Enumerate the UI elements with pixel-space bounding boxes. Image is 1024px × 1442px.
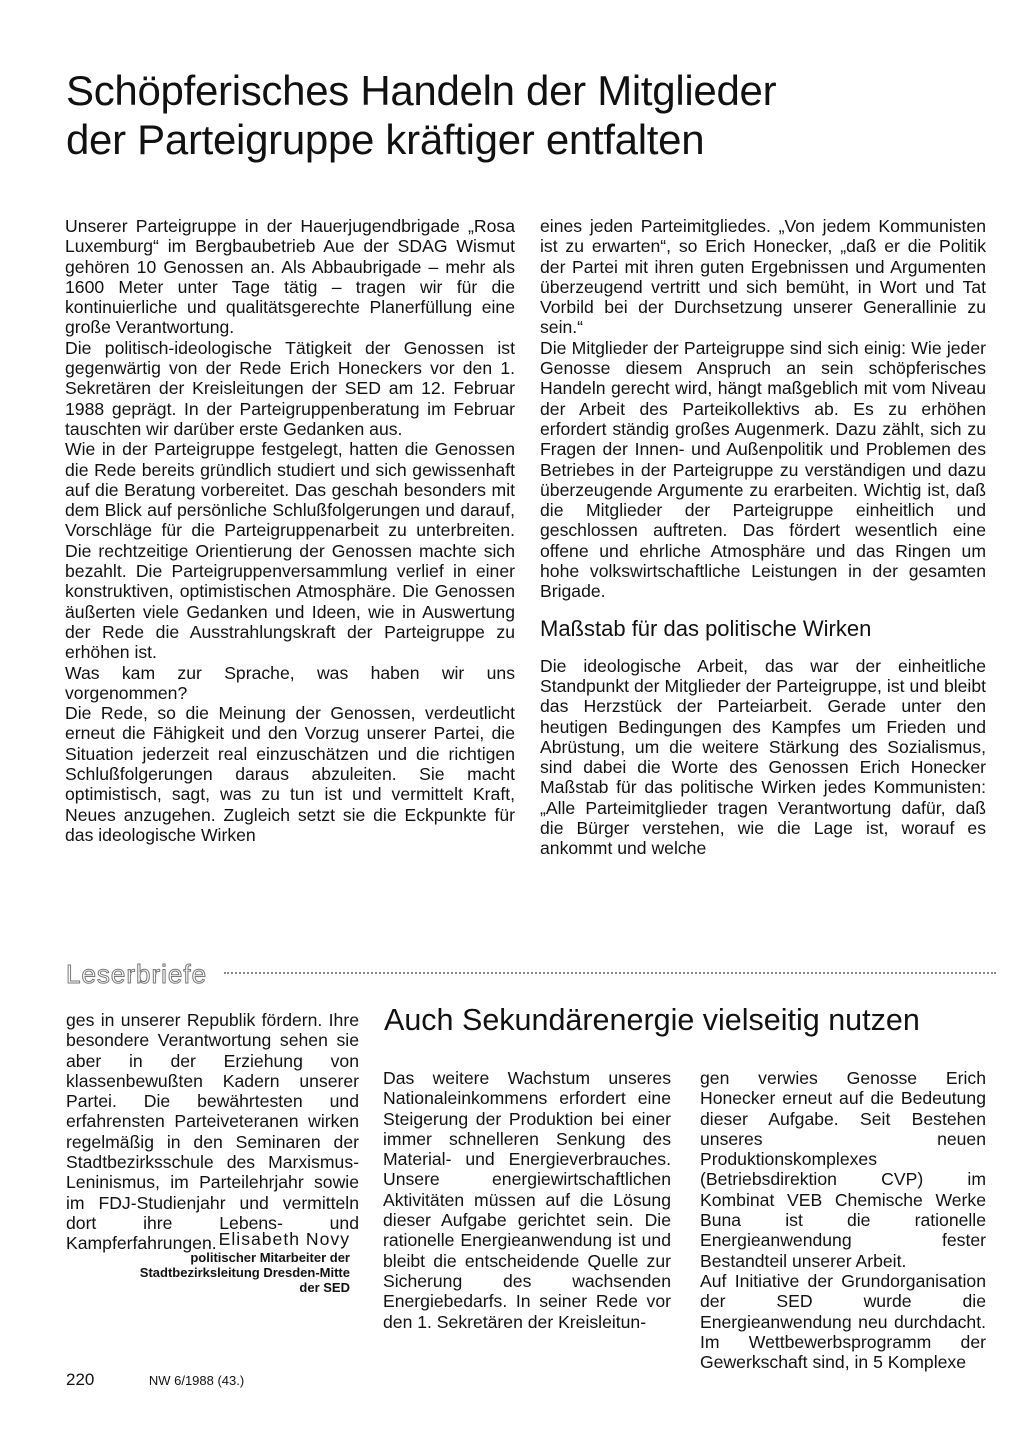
issue-label: NW 6/1988 (43.)	[148, 1373, 245, 1388]
headline-line-1: Schöpferisches Handeln der Mitglieder	[66, 67, 777, 114]
article-right-column	[540, 216, 986, 859]
article-paragraph: Die Mitglieder der Parteigruppe sind sich einig: Wie jeder Genosse diesem Anspruch an sein schöpferisches Handeln gerecht wird, hängt maßgeblich mit vom Niveau der Arbeit des Parteikollektivs ab. Es zu erhöhen erfordert ständig großes Augenmerk. Dazu zählt, sich zu Fragen der Innen- und Außenpolitik und Problemen des Betriebes in der Parteigruppe zu verständigen und dazu überzeugende Argumente zu erarbeiten. Wichtig ist, daß die Mitglieder der Parteigruppe einheitlich und geschlossen auftreten. Das fördert wesentlich eine offene und ehrliche Atmosphäre und das Ringen um hohe volkswirtschaftliche Leistungen in der gesamten Brigade.	[540, 337, 986, 602]
letter-signature	[120, 1228, 350, 1295]
article-paragraph: Die Rede, so die Meinung der Genossen, verdeutlicht erneut die Fähigkeit und den Vorzug unserer Partei, die Situation jederzeit real einzuschätzen und die richtigen Schlußfolgerungen daraus abzuleiten. Sie macht optimistisch, sagt, was zu tun ist und vermittelt Kraft, Neues anzugehen. Zugleich setzt sie die Eckpunkte für das ideologische Wirken	[65, 703, 515, 845]
section-label: Leserbriefe	[66, 959, 208, 989]
section-header-leserbriefe	[66, 960, 996, 990]
article-paragraph: Was kam zur Sprache, was haben wir uns vorgenommen?	[65, 662, 515, 703]
article-paragraph: eines jeden Parteimitgliedes. „Von jedem Kommunisten ist zu erwarten“, so Erich Honecker, „daß er die Politik der Partei mit ihren guten Ergebnissen und Argumenten überzeugend vertritt und sich bemüht, in Wort und Tat Vorbild bei der Durchsetzung unserer Generallinie zu sein.“	[540, 216, 986, 338]
section-divider	[224, 972, 996, 977]
author-name: Elisabeth Novy	[218, 1229, 350, 1249]
article-paragraph: Unserer Parteigruppe in der Hauerjugendbrigade „Rosa Luxemburg“ im Bergbaubetrieb Aue der SDAG Wismut gehören 10 Genossen an. Als Abbaubrigade – mehr als 1600 Meter unter Tage tätig – tragen wir für die kontinuierliche und qualitätsgerechte Planerfüllung eine große Verantwortung.	[65, 216, 515, 338]
headline-line-2: der Parteigruppe kräftiger entfalten	[66, 116, 705, 163]
article-paragraph: Die ideologische Arbeit, das war der einheitliche Standpunkt der Mitglieder der Parteigruppe, ist und bleibt das Herzstück der Parteiarbeit. Gerade unter den heutigen Bedingungen des Kampfes um Frieden und Abrüstung, um die weitere Stärkung des Sozialismus, sind dabei die Worte des Genossen Erich Honecker Maßstab für das politische Wirken jedes Kommunisten: „Alle Parteimitglieder tragen Verantwortung dafür, daß die Bürger verstehen, wie die Lage ist, worauf es ankommt und welche	[540, 655, 986, 859]
article-paragraph: Wie in der Parteigruppe festgelegt, hatten die Genossen die Rede bereits gründlich studiert und sich gewissenhaft auf die Beratung vorbereitet. Das geschah besonders mit dem Blick auf persönliche Schlußfolgerungen und darauf, Vorschläge für die Parteigruppenarbeit zu unterbreiten. Die rechtzeitige Orientierung der Genossen machte sich bezahlt. Die Parteigruppenversammlung verlief in einer konstruktiven, optimistischen Atmosphäre. Die Genossen äußerten viele Gedanken und Ideen, wie in Auswertung der Rede die Ausstrahlungskraft der Parteigruppe zu erhöhen ist.	[65, 439, 515, 663]
article2-column-1	[383, 1068, 671, 1332]
page-footer	[66, 1370, 244, 1390]
article-paragraph: Die politisch-ideologische Tätigkeit der Genossen ist gegenwärtig von der Rede Erich Honeckers vor den 1. Sekretären der Kreisleitungen der SED am 12. Februar 1988 geprägt. In der Parteigruppenberatung im Februar tauschten wir darüber erste Gedanken aus.	[65, 337, 515, 439]
author-role-line: der SED	[299, 1280, 350, 1295]
article2-paragraph: Auf Initiative der Grundorganisation der SED wurde die Energieanwendung neu durchdacht. Im Wettbewerbsprogramm der Gewerkschaft sind, in 5 Komplexe	[700, 1270, 986, 1373]
author-role-line: politischer Mitarbeiter der	[190, 1250, 350, 1265]
letter-column	[66, 1010, 359, 1254]
headline	[66, 66, 926, 164]
article2-paragraph: Das weitere Wachstum unseres Nationaleinkommens erfordert eine Steigerung der Produktion bei einer immer schnelleren Senkung des Material- und Energieverbrauches. Unsere energiewirtschaftlichen Aktivitäten müssen auf die Lösung dieser Aufgabe gerichtet sein. Die rationelle Energieanwendung ist und bleibt die entscheidende Quelle zur Sicherung des wachsenden Energiebedarfs. In seiner Rede vor den 1. Sekretären der Kreisleitun-	[383, 1068, 671, 1332]
page-number: 220	[66, 1370, 95, 1389]
article2-paragraph: gen verwies Genosse Erich Honecker erneut auf die Bedeutung dieser Aufgabe. Seit Bestehen unseres neuen Produktionskomplexes (Betriebsdirektion CVP) im Kombinat VEB Chemische Werke Buna ist die rationelle Energieanwendung fester Bestandteil unserer Arbeit.	[700, 1068, 986, 1271]
author-role-line: Stadtbezirksleitung Dresden-Mitte	[139, 1265, 350, 1280]
letter-text: ges in unserer Republik fördern. Ihre besondere Verantwortung sehen sie aber in der Erziehung von klassenbewußten Kadern unserer Partei. Die bewährtesten und erfahrensten Parteiveteranen wirken regelmäßig in den Seminaren der Stadtbezirksschule des Marxismus-Leninismus, im Parteilehrjahr sowie im FDJ-Studienjahr und vermitteln dort ihre Lebens- und Kampferfahrungen.	[66, 1010, 359, 1254]
article-subheading: Maßstab für das politische Wirken	[540, 615, 872, 641]
article2-column-2	[700, 1068, 986, 1372]
article-left-column	[65, 216, 515, 845]
article2-title: Auch Sekundärenergie vielseitig nutzen	[384, 1003, 920, 1037]
